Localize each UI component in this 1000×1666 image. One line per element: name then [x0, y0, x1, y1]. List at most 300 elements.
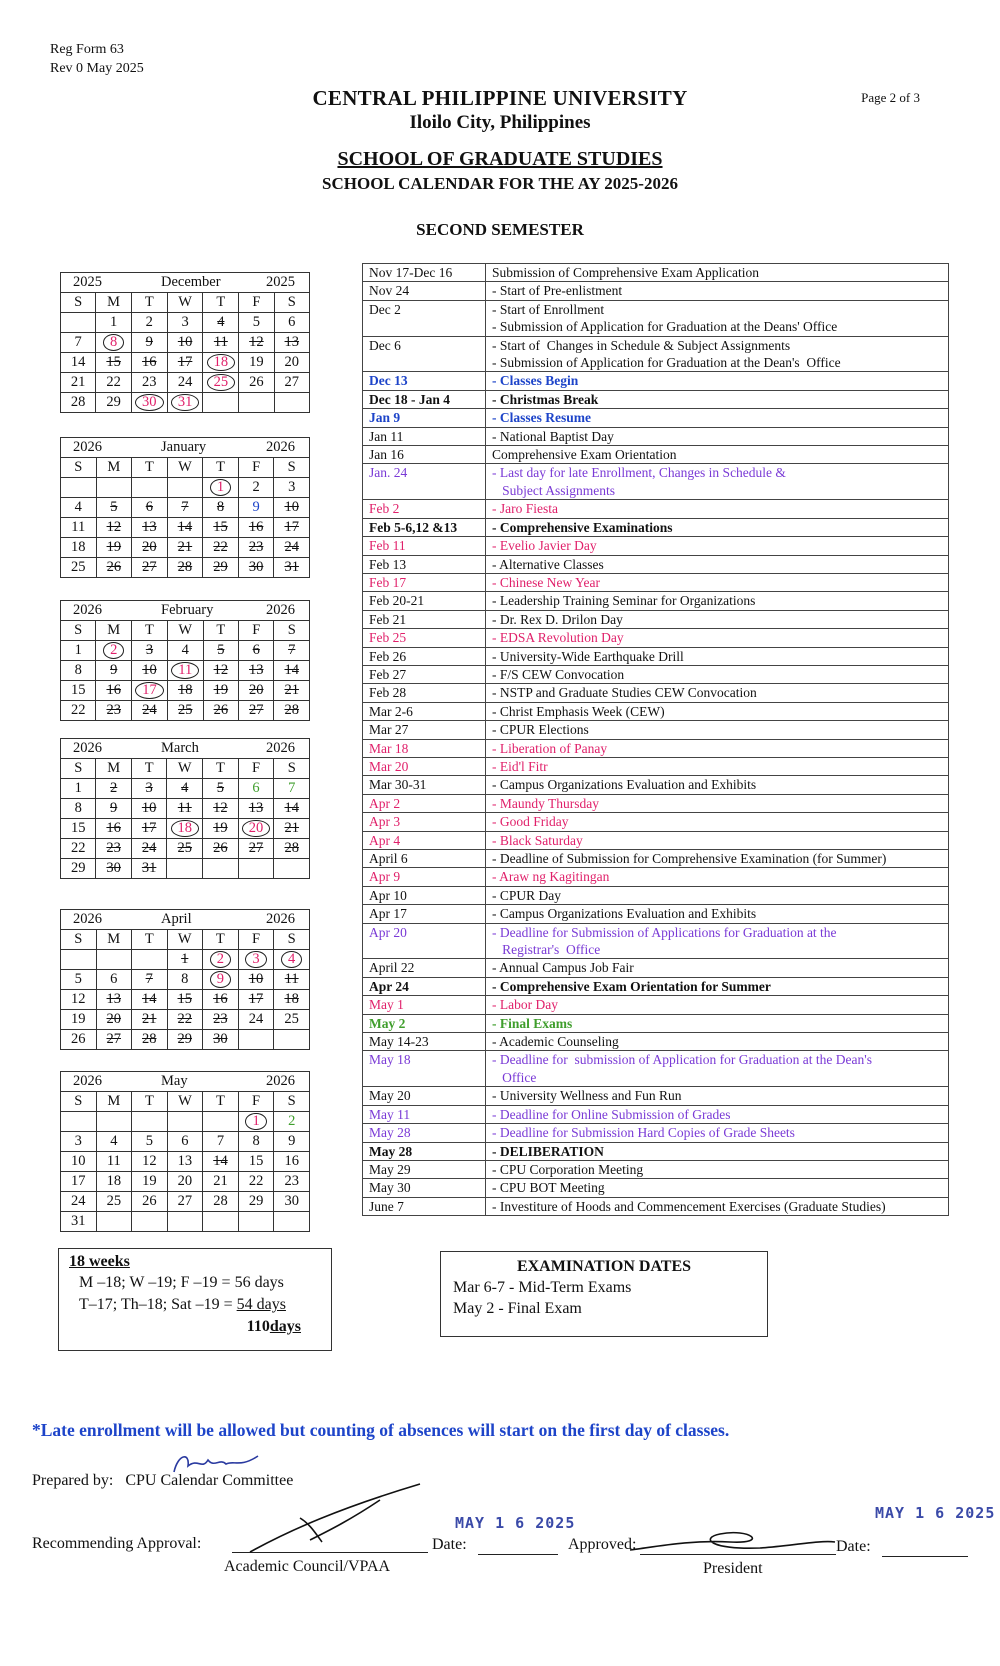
weeks-summary-box	[58, 1248, 332, 1351]
calendar-day: 28	[142, 1031, 157, 1047]
event-date: Apr 10	[363, 886, 486, 904]
calendar-cell	[203, 839, 238, 859]
calendar-month-name: May	[161, 1073, 188, 1089]
calendar-year-right: 2025	[266, 274, 295, 290]
recommending-date-line	[478, 1554, 558, 1555]
event-description	[486, 592, 949, 610]
day-header: F	[239, 293, 274, 313]
day-header: S	[61, 621, 96, 641]
calendar-day: 1	[74, 780, 82, 796]
event-row	[363, 282, 949, 300]
event-description	[486, 264, 949, 282]
event-text: - Submission of Application for Graduation at the Dean's Office	[492, 355, 841, 371]
event-date: May 28	[363, 1124, 486, 1142]
calendar-cell	[61, 859, 96, 879]
event-text: - Investiture of Hoods and Commencement Exercises (Graduate Studies)	[492, 1198, 886, 1214]
event-text: - University-Wide Earthquake Drill	[492, 648, 684, 664]
calendar-day: 7	[74, 334, 82, 350]
calendar-cell	[132, 950, 168, 970]
calendar-day: 31	[71, 1213, 86, 1229]
calendar-cell	[96, 1212, 132, 1232]
calendar-cell	[61, 681, 96, 701]
calendar-day-headers	[61, 293, 310, 313]
calendar-cell	[238, 1192, 274, 1212]
calendar-march	[60, 738, 310, 879]
calendar-day: 16	[106, 820, 121, 836]
event-text: - Evelio Javier Day	[492, 538, 597, 554]
event-row	[363, 610, 949, 628]
calendar-month-header	[61, 739, 310, 759]
event-row	[363, 702, 949, 720]
calendar-day: 14	[142, 991, 157, 1007]
calendar-cell	[167, 1152, 203, 1172]
event-row	[363, 996, 949, 1014]
calendar-cell	[274, 518, 310, 538]
event-date: Nov 17-Dec 16	[363, 264, 486, 282]
calendar-cell	[274, 1152, 310, 1172]
calendar-day: 12	[71, 991, 86, 1007]
calendar-cell	[203, 498, 239, 518]
calendar-cell	[96, 518, 132, 538]
calendar-cell	[203, 1172, 239, 1192]
calendar-cell	[203, 1192, 239, 1212]
calendar-day: 25	[106, 1193, 122, 1209]
calendar-cell	[238, 1172, 274, 1192]
event-row	[363, 850, 949, 868]
calendar-cell	[132, 970, 168, 990]
calendar-day: 8	[181, 971, 189, 987]
event-description	[486, 464, 949, 500]
calendar-cell	[274, 1010, 310, 1030]
weeks-total-number: 110	[246, 1318, 270, 1335]
calendar-day: 13	[284, 334, 300, 350]
calendar-month-header	[61, 601, 310, 621]
event-date: Mar 2-6	[363, 702, 486, 720]
calendar-day: 29	[70, 860, 86, 876]
calendar-week	[61, 839, 310, 859]
calendar-day: 14	[177, 519, 193, 535]
calendar-month-name: February	[161, 602, 214, 618]
event-row	[363, 776, 949, 794]
calendar-day: 12	[213, 662, 229, 678]
calendar-day: 1	[181, 951, 189, 967]
day-header: M	[96, 930, 132, 950]
event-description	[486, 813, 949, 831]
calendar-month-name: March	[161, 740, 199, 756]
calendar-cell	[274, 839, 310, 859]
event-description	[486, 500, 949, 518]
event-date: Jan 11	[363, 427, 486, 445]
event-row	[363, 1160, 949, 1178]
event-row	[363, 427, 949, 445]
calendar-day: 30	[284, 1193, 299, 1209]
calendar-day-circled: 9	[210, 971, 231, 988]
prepared-label: Prepared by:	[32, 1472, 114, 1489]
calendar-cell	[61, 498, 97, 518]
calendar-cell	[96, 661, 132, 681]
event-description	[486, 610, 949, 628]
event-text: - Maundy Thursday	[492, 795, 599, 811]
calendar-day: 9	[145, 334, 153, 350]
recommending-name: Academic Council/VPAA	[224, 1558, 391, 1575]
calendar-cell	[167, 1132, 203, 1152]
event-date: Feb 21	[363, 610, 486, 628]
calendar-cell	[238, 819, 274, 839]
calendar-day: 24	[248, 1011, 264, 1027]
calendar-day-circled: 18	[171, 820, 200, 837]
calendar-cell	[274, 1132, 310, 1152]
calendar-cell	[239, 393, 274, 413]
calendar-cell	[96, 799, 131, 819]
calendar-cell	[274, 779, 310, 799]
calendar-cell	[132, 661, 168, 681]
calendar-day-headers	[61, 458, 310, 478]
calendar-day: 31	[284, 559, 299, 575]
calendar-week	[61, 353, 310, 373]
president-signature	[620, 1520, 840, 1560]
calendar-day: 15	[213, 519, 228, 535]
calendar-cell	[203, 799, 238, 819]
calendar-month-name: January	[161, 439, 207, 455]
event-text: Registrar's Office	[492, 942, 601, 958]
event-text: - Start of Changes in Schedule & Subject Assignments	[492, 337, 791, 353]
day-header: S	[61, 458, 97, 478]
calendar-year-right: 2026	[266, 740, 295, 756]
calendar-cell	[167, 1010, 203, 1030]
calendar-cell	[132, 681, 168, 701]
day-header: S	[274, 458, 310, 478]
calendar-cell	[61, 1030, 97, 1050]
event-row	[363, 390, 949, 408]
event-description	[486, 629, 949, 647]
calendar-day: 20	[284, 354, 300, 370]
calendar-cell	[239, 681, 274, 701]
calendar-day: 28	[70, 394, 86, 410]
calendar-cell	[167, 799, 203, 819]
event-date: May 20	[363, 1087, 486, 1105]
weeks-line-2	[79, 1296, 286, 1314]
event-date: May 11	[363, 1105, 486, 1123]
calendar-day-circled: 30	[135, 394, 164, 411]
calendar-day: 5	[217, 642, 225, 658]
calendar-day-headers	[61, 621, 310, 641]
calendar-cell	[61, 970, 97, 990]
weeks-line-2-text: T–17; Th–18; Sat –19 =	[79, 1296, 237, 1313]
calendar-cell	[167, 1212, 203, 1232]
calendar-day: 6	[288, 314, 296, 330]
event-text: - Classes Resume	[492, 410, 591, 426]
event-text: Office	[492, 1069, 537, 1085]
event-description	[486, 446, 949, 464]
event-row	[363, 886, 949, 904]
calendar-cell	[96, 498, 132, 518]
event-row	[363, 647, 949, 665]
calendar-day: 2	[145, 314, 153, 330]
event-text: - Comprehensive Examinations	[492, 519, 673, 535]
calendar-cell	[131, 819, 166, 839]
calendar-title: SCHOOL CALENDAR FOR THE AY 2025-2026	[322, 174, 678, 193]
event-text: - CPUR Day	[492, 887, 562, 903]
calendar-day: 16	[284, 1153, 299, 1169]
calendar-cell	[61, 1112, 97, 1132]
calendar-day: 13	[106, 991, 121, 1007]
calendar-day: 27	[142, 559, 157, 575]
calendar-cell	[238, 950, 274, 970]
calendar-day: 11	[71, 519, 86, 535]
calendar-day: 6	[181, 1133, 189, 1149]
day-header: T	[131, 293, 167, 313]
calendar-cell	[274, 701, 310, 721]
calendar-cell	[239, 313, 274, 333]
calendar-day: 3	[181, 314, 189, 330]
calendar-day: 22	[70, 840, 86, 856]
calendar-cell	[203, 701, 238, 721]
calendar-week	[61, 538, 310, 558]
event-row	[363, 1051, 949, 1087]
calendar-day: 25	[284, 1011, 299, 1027]
calendar-day: 21	[284, 820, 299, 836]
calendar-day: 6	[252, 642, 260, 658]
calendar-day: 22	[70, 702, 86, 718]
calendar-cell	[238, 1132, 274, 1152]
calendar-day: 17	[71, 1173, 86, 1189]
calendar-cell	[167, 518, 203, 538]
calendar-cell	[239, 701, 274, 721]
calendar-cell	[132, 701, 168, 721]
calendar-day: 7	[288, 780, 296, 796]
calendar-cell	[274, 681, 310, 701]
calendar-day: 5	[252, 314, 261, 330]
calendar-day: 9	[252, 499, 260, 515]
calendar-day: 7	[181, 499, 189, 515]
day-header: T	[132, 621, 168, 641]
event-row	[363, 446, 949, 464]
calendar-week	[61, 819, 310, 839]
calendar-week	[61, 641, 310, 661]
day-header: M	[96, 458, 132, 478]
calendar-cell	[239, 373, 274, 393]
calendar-day-circled: 25	[207, 374, 236, 391]
calendar-week	[61, 558, 310, 578]
calendar-day: 6	[110, 971, 118, 987]
calendar-cell	[96, 681, 132, 701]
calendar-day: 24	[141, 840, 157, 856]
calendar-day: 26	[71, 1031, 86, 1047]
event-date: Mar 18	[363, 739, 486, 757]
calendar-cell	[132, 1132, 168, 1152]
calendar-day-circled: 11	[171, 662, 199, 679]
day-header: F	[238, 1092, 274, 1112]
calendar-week	[61, 313, 310, 333]
calendar-day: 24	[177, 374, 193, 390]
calendar-cell	[238, 1030, 274, 1050]
calendar-cell	[203, 970, 239, 990]
calendar-day: 14	[70, 354, 86, 370]
calendar-cell	[96, 1152, 132, 1172]
calendar-cell	[132, 1030, 168, 1050]
calendar-week	[61, 970, 310, 990]
event-date: May 14-23	[363, 1033, 486, 1051]
calendar-day: 11	[106, 1153, 121, 1169]
calendar-cell	[96, 478, 132, 498]
calendar-cell	[203, 333, 239, 353]
calendar-cell	[238, 859, 274, 879]
university-city: Iloilo City, Philippines	[409, 112, 591, 133]
calendar-week	[61, 681, 310, 701]
calendar-cell	[61, 839, 96, 859]
event-text: - Leadership Training Seminar for Organizations	[492, 593, 756, 609]
event-text: - Start of Pre-enlistment	[492, 283, 623, 299]
calendar-day: 5	[216, 780, 225, 796]
calendar-day: 19	[213, 682, 229, 698]
calendar-cell	[61, 518, 97, 538]
calendar-cell	[167, 1192, 203, 1212]
calendar-cell	[131, 779, 166, 799]
event-date: Feb 28	[363, 684, 486, 702]
calendar-cell	[132, 641, 168, 661]
event-description	[486, 977, 949, 995]
event-date: Dec 2	[363, 300, 486, 336]
calendar-day: 6	[145, 499, 153, 515]
event-description	[486, 776, 949, 794]
event-description	[486, 372, 949, 390]
day-header: W	[167, 293, 203, 313]
event-date: Dec 18 - Jan 4	[363, 390, 486, 408]
calendar-day: 10	[284, 499, 299, 515]
event-description	[486, 868, 949, 886]
calendar-cell	[61, 353, 96, 373]
calendar-cell	[131, 799, 166, 819]
event-text: - Submission of Application for Graduation at the Deans' Office	[492, 319, 838, 335]
event-text: - Annual Campus Job Fair	[492, 960, 634, 976]
calendar-day: 13	[142, 519, 157, 535]
calendar-cell	[96, 313, 132, 333]
calendar-month-name: April	[161, 911, 192, 927]
semester-title: SECOND SEMESTER	[416, 220, 584, 239]
calendar-day: 21	[213, 1173, 228, 1189]
event-date: Feb 27	[363, 665, 486, 683]
calendar-cell	[238, 1212, 274, 1232]
event-date: Feb 5-6,12 &13	[363, 518, 486, 536]
event-text: - NSTP and Graduate Studies CEW Convocation	[492, 685, 757, 701]
event-description	[486, 390, 949, 408]
calendar-day: 25	[177, 702, 193, 718]
calendar-day: 4	[74, 499, 82, 515]
day-header: T	[132, 1092, 168, 1112]
calendar-cell	[238, 779, 274, 799]
approved-date-line	[882, 1556, 968, 1557]
calendar-day: 30	[106, 860, 121, 876]
events-table	[362, 263, 949, 1216]
calendar-day-circled: 2	[103, 642, 124, 659]
event-description	[486, 1160, 949, 1178]
event-row	[363, 1014, 949, 1032]
calendar-day: 24	[71, 1193, 86, 1209]
event-description	[486, 1014, 949, 1032]
calendar-cell	[61, 779, 96, 799]
calendar-day: 19	[142, 1173, 157, 1189]
calendar-cell	[274, 373, 309, 393]
event-row	[363, 555, 949, 573]
event-row	[363, 409, 949, 427]
weeks-line-1: M –18; W –19; F –19 = 56 days	[79, 1274, 284, 1291]
calendar-cell	[274, 1172, 310, 1192]
calendar-cell	[239, 353, 274, 373]
calendar-cell	[274, 1192, 310, 1212]
calendar-cell	[203, 950, 239, 970]
calendar-day: 7	[216, 1133, 225, 1149]
calendar-cell	[203, 859, 238, 879]
calendar-cell	[132, 478, 168, 498]
event-description	[486, 336, 949, 372]
calendar-day: 8	[252, 1133, 260, 1149]
calendar-day-headers	[61, 930, 310, 950]
calendar-year-left: 2026	[73, 1073, 102, 1089]
approved-label: Approved:	[568, 1536, 637, 1553]
calendar-cell	[96, 1172, 132, 1192]
calendar-day: 24	[284, 539, 299, 555]
event-date: Apr 3	[363, 813, 486, 831]
calendar-cell	[167, 393, 203, 413]
calendar-day: 7	[288, 642, 296, 658]
calendar-cell	[203, 661, 238, 681]
calendar-day: 5	[145, 1133, 153, 1149]
event-description	[486, 1105, 949, 1123]
event-row	[363, 1197, 949, 1215]
event-row	[363, 977, 949, 995]
calendar-cell	[203, 478, 239, 498]
calendar-cell	[131, 333, 167, 353]
event-date: Apr 20	[363, 923, 486, 959]
calendar-cell	[61, 641, 96, 661]
calendar-cell	[96, 859, 131, 879]
calendar-day-circled: 3	[245, 951, 266, 968]
calendar-day: 9	[110, 800, 118, 816]
calendar-day: 27	[106, 1031, 121, 1047]
calendar-day: 4	[181, 780, 189, 796]
exam-midterm: Mar 6-7 - Mid-Term Exams	[453, 1279, 632, 1296]
event-description	[486, 1033, 949, 1051]
event-description	[486, 684, 949, 702]
day-header: M	[96, 293, 132, 313]
calendar-cell	[132, 538, 168, 558]
calendar-day-circled: 1	[245, 1113, 266, 1130]
calendar-day: 17	[141, 820, 157, 836]
event-description	[486, 996, 949, 1014]
event-text: - CPU BOT Meeting	[492, 1180, 605, 1196]
event-date: Apr 24	[363, 977, 486, 995]
calendar-week	[61, 333, 310, 353]
calendar-day: 19	[249, 354, 264, 370]
event-date: Mar 27	[363, 721, 486, 739]
recommending-date-stamp: MAY 1 6 2025	[455, 1514, 576, 1532]
event-date: Feb 2	[363, 500, 486, 518]
event-text: - Campus Organizations Evaluation and Exhibits	[492, 906, 757, 922]
examination-dates-box	[440, 1251, 768, 1337]
calendar-cell	[61, 373, 96, 393]
calendar-day: 28	[284, 702, 299, 718]
calendar-cell	[238, 1010, 274, 1030]
day-header: S	[274, 621, 310, 641]
calendar-cell	[61, 799, 96, 819]
event-date: Apr 9	[363, 868, 486, 886]
event-text: - Alternative Classes	[492, 556, 604, 572]
calendar-week	[61, 990, 310, 1010]
calendar-day: 3	[288, 479, 296, 495]
calendar-week	[61, 661, 310, 681]
event-date: May 2	[363, 1014, 486, 1032]
day-header: T	[203, 759, 238, 779]
